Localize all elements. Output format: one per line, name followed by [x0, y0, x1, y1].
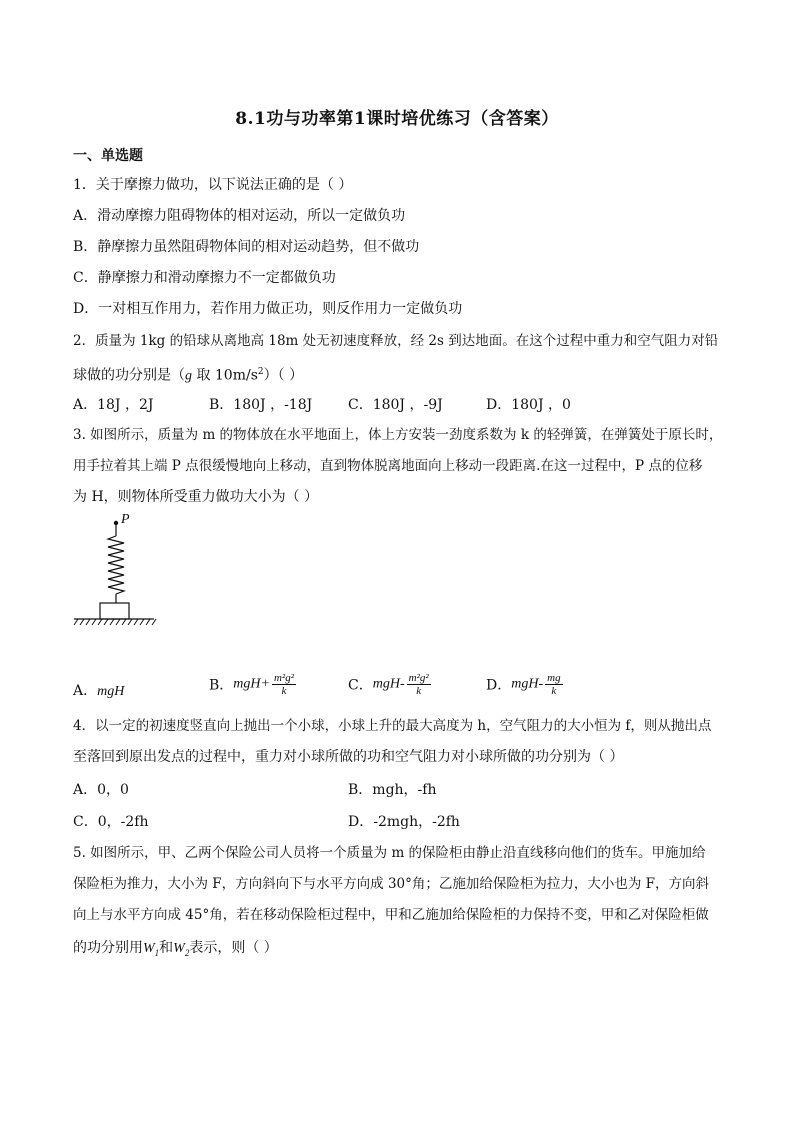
q4-option-d: D．-2mgh，-2fh: [348, 814, 460, 830]
q2-line-2-pre: 球做的功分别是（: [73, 367, 185, 384]
q5-line-4-and: 和: [159, 940, 174, 956]
q4-option-b: B．mgh，-fh: [348, 782, 437, 798]
q3-option-a-expr: mgH: [97, 684, 125, 699]
q3-option-b-numerator: m²g²: [273, 672, 295, 684]
q5-line-4: [73, 938, 278, 963]
q4-line-1: 4．以一定的初速度竖直向上抛出一个小球，小球上升的最大高度为 h，空气阻力的大小恒为 f，则从抛出点: [73, 718, 712, 734]
q3-option-c-fraction: [407, 672, 431, 697]
q5-line-2: 保险柜为推力，大小为 F，方向斜向下与水平方向成 30°角；乙施加给保险柜为拉力，大小也为 F，方向斜: [73, 876, 710, 892]
q5-w2-symbol: W: [173, 941, 185, 956]
page-title: 8.1功与功率第1课时培优练习（含答案）: [235, 109, 559, 129]
q3-option-a: [73, 680, 124, 700]
block: [100, 603, 129, 619]
q1-option-d: D．一对相互作用力，若作用力做正功，则反作用力一定做负功: [73, 301, 463, 317]
q5-w1-symbol: W: [143, 941, 155, 956]
q3-option-c: [348, 672, 433, 697]
q3-option-d-label: D．: [486, 677, 512, 694]
ground-hatching: [74, 619, 156, 625]
q2-option-a: A．18J ，2J: [73, 397, 154, 413]
q2-option-b: B．180J ，-18J: [209, 397, 313, 413]
q2-option-c: C．180J ，-9J: [348, 397, 443, 413]
q4-line-2: 至落回到原出发点的过程中，重力对小球所做的功和空气阻力对小球所做的功分别为（ ）: [73, 749, 624, 765]
q3-option-d: [486, 672, 565, 697]
q3-option-b-fraction: [272, 672, 296, 697]
q2-line-1: 2．质量为 1kg 的铅球从离地高 18m 处无初速度释放，经 2s 到达地面。在这个过程中重力和空气阻力对铅: [73, 333, 719, 349]
q2-g-symbol: g: [185, 368, 192, 384]
q3-line-1: 3. 如图所示，质量为 m 的物体放在水平地面上，体上方安装一劲度系数为 k 的轻弹簧，在弹簧处于原长时，: [73, 427, 723, 443]
q3-option-c-denominator: k: [416, 685, 422, 697]
q3-option-d-expr: mgH-: [511, 676, 544, 692]
q5-w2-subscript: 2: [184, 947, 190, 958]
q1-stem: 1．关于摩擦力做功，以下说法正确的是（ ）: [73, 177, 353, 193]
q5-line-3: 向上与水平方向成 45°角，若在移动保险柜过程中，甲和乙施加给保险柜的力保持不变，甲和乙对保险柜做: [73, 907, 709, 923]
q2-exponent: 2: [257, 367, 264, 377]
q3-option-d-fraction: [545, 672, 562, 697]
q3-line-2: 用手拉着其上端 P 点很缓慢地向上移动，直到物体脱离地面向上移动一段距离.在这一过程中，P 点的位移: [73, 458, 703, 474]
q4-option-c: C．0，-2fh: [73, 814, 149, 830]
q5-line-1: 5. 如图所示，甲、乙两个保险公司人员将一个质量为 m 的保险柜由静止沿直线移向他们的货车。甲施加给: [73, 845, 706, 861]
q3-option-b-expr: mgH+: [233, 676, 270, 692]
q4-option-a: A．0，0: [73, 782, 129, 798]
q3-option-d-numerator: mg: [547, 672, 561, 684]
point-p-label: P: [121, 512, 130, 527]
spring-coil: [108, 536, 124, 594]
q3-option-c-numerator: m²g²: [408, 672, 429, 684]
q3-option-a-label: A．: [73, 683, 98, 699]
spring-diagram: [70, 512, 160, 634]
q3-option-d-denominator: k: [551, 685, 557, 697]
section-heading: 一、单选题: [73, 148, 143, 164]
q2-line-2-mid: 取 10m/s: [192, 367, 258, 384]
q1-option-a: A．滑动摩擦力阻碍物体的相对运动，所以一定做负功: [73, 208, 406, 224]
q1-option-c: C．静摩擦力和滑动摩擦力不一定都做负功: [73, 270, 336, 286]
q5-w1-subscript: 1: [154, 947, 160, 958]
q3-option-c-label: C．: [348, 677, 373, 694]
q5-line-4-pre: 的功分别用: [73, 940, 143, 956]
q3-line-3: 为 H，则物体所受重力做功大小为（ ）: [73, 489, 319, 505]
q2-line-2: [73, 362, 303, 387]
q3-option-b-label: B．: [209, 677, 234, 694]
q1-option-b: B．静摩擦力虽然阻碍物体间的相对运动趋势，但不做功: [73, 239, 420, 255]
q2-line-2-post: ）（ ）: [263, 367, 304, 384]
q5-line-4-post: 表示，则（ ）: [189, 940, 278, 956]
q3-option-b-denominator: k: [281, 685, 287, 697]
q3-option-c-expr: mgH-: [372, 676, 405, 692]
q2-option-d: D．180J ，0: [486, 397, 571, 413]
q3-option-b: [209, 672, 298, 697]
